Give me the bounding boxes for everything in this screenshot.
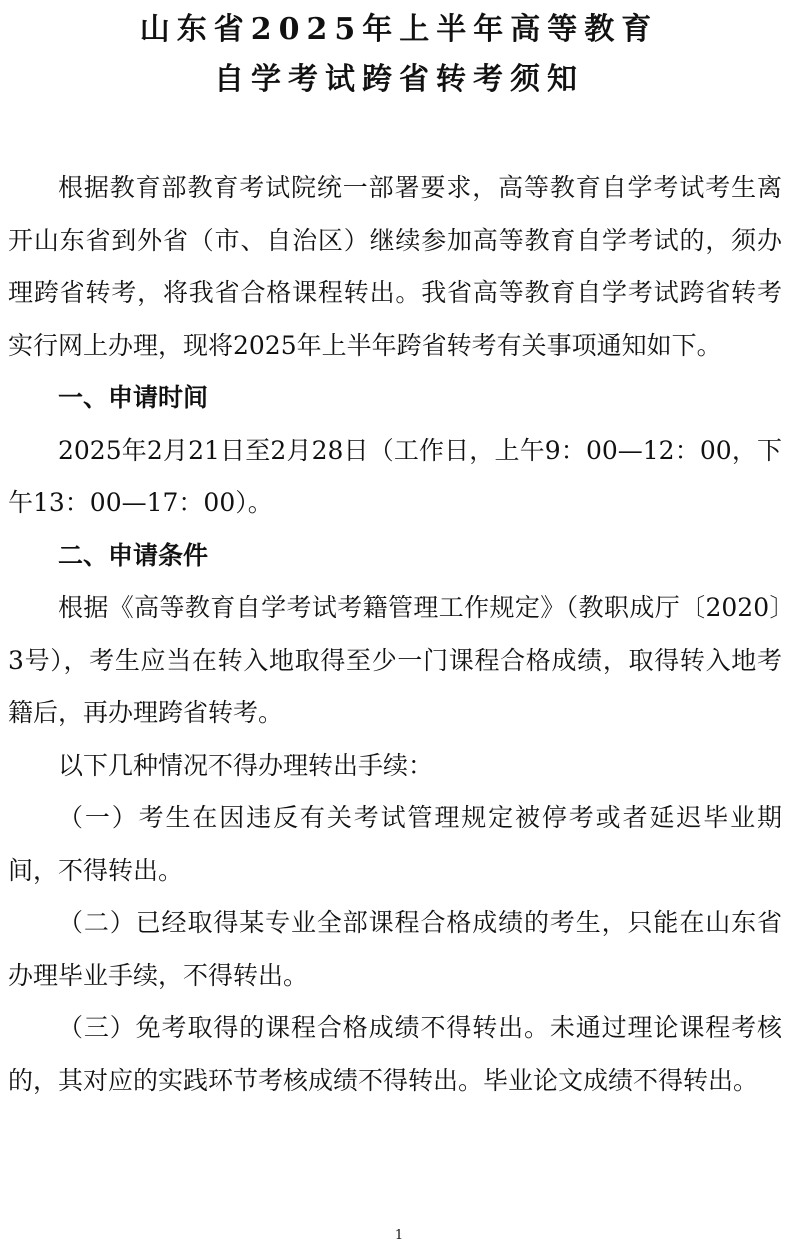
- document-title-line-2: 自学考试跨省转考须知: [214, 62, 584, 97]
- application-time-paragraph: 2025年2月21日至2月28日（工作日，上午9：00—12：00，下午13：00—17：00）。: [8, 435, 782, 517]
- document-title-line-1: 山东省2025年上半年高等教育: [139, 12, 659, 47]
- exclusions-intro-paragraph: 以下几种情况不得办理转出手续：: [58, 750, 434, 780]
- document-body: [8, 162, 782, 1107]
- intro-paragraph: 根据教育部教育考试院统一部署要求，高等教育自学考试考生离开山东省到外省（市、自治区）继续参加高等教育自学考试的，须办理跨省转考，将我省合格课程转出。我省高等教育自学考试跨省转考实行网上办理，现将2025年上半年跨省转考有关事项通知如下。: [8, 173, 782, 360]
- page-number: 1: [394, 1228, 404, 1243]
- section-heading-application-time: 一、申请时间: [58, 383, 209, 412]
- conditions-paragraph: 根据《高等教育自学考试考籍管理工作规定》（教职成厅〔2020〕3号），考生应当在转入地取得至少一门课程合格成绩，取得转入地考籍后，再办理跨省转考。: [8, 593, 782, 727]
- exclusion-item-2: （二）已经取得某专业全部课程合格成绩的考生，只能在山东省办理毕业手续，不得转出。: [8, 908, 782, 990]
- exclusion-item-1: （一）考生在因违反有关考试管理规定被停考或者延迟毕业期间，不得转出。: [8, 803, 782, 885]
- section-heading-application-conditions: 二、申请条件: [58, 540, 209, 570]
- exclusion-item-3: （三）免考取得的课程合格成绩不得转出。未通过理论课程考核的，其对应的实践环节考核成绩不得转出。毕业论文成绩不得转出。: [8, 1013, 782, 1095]
